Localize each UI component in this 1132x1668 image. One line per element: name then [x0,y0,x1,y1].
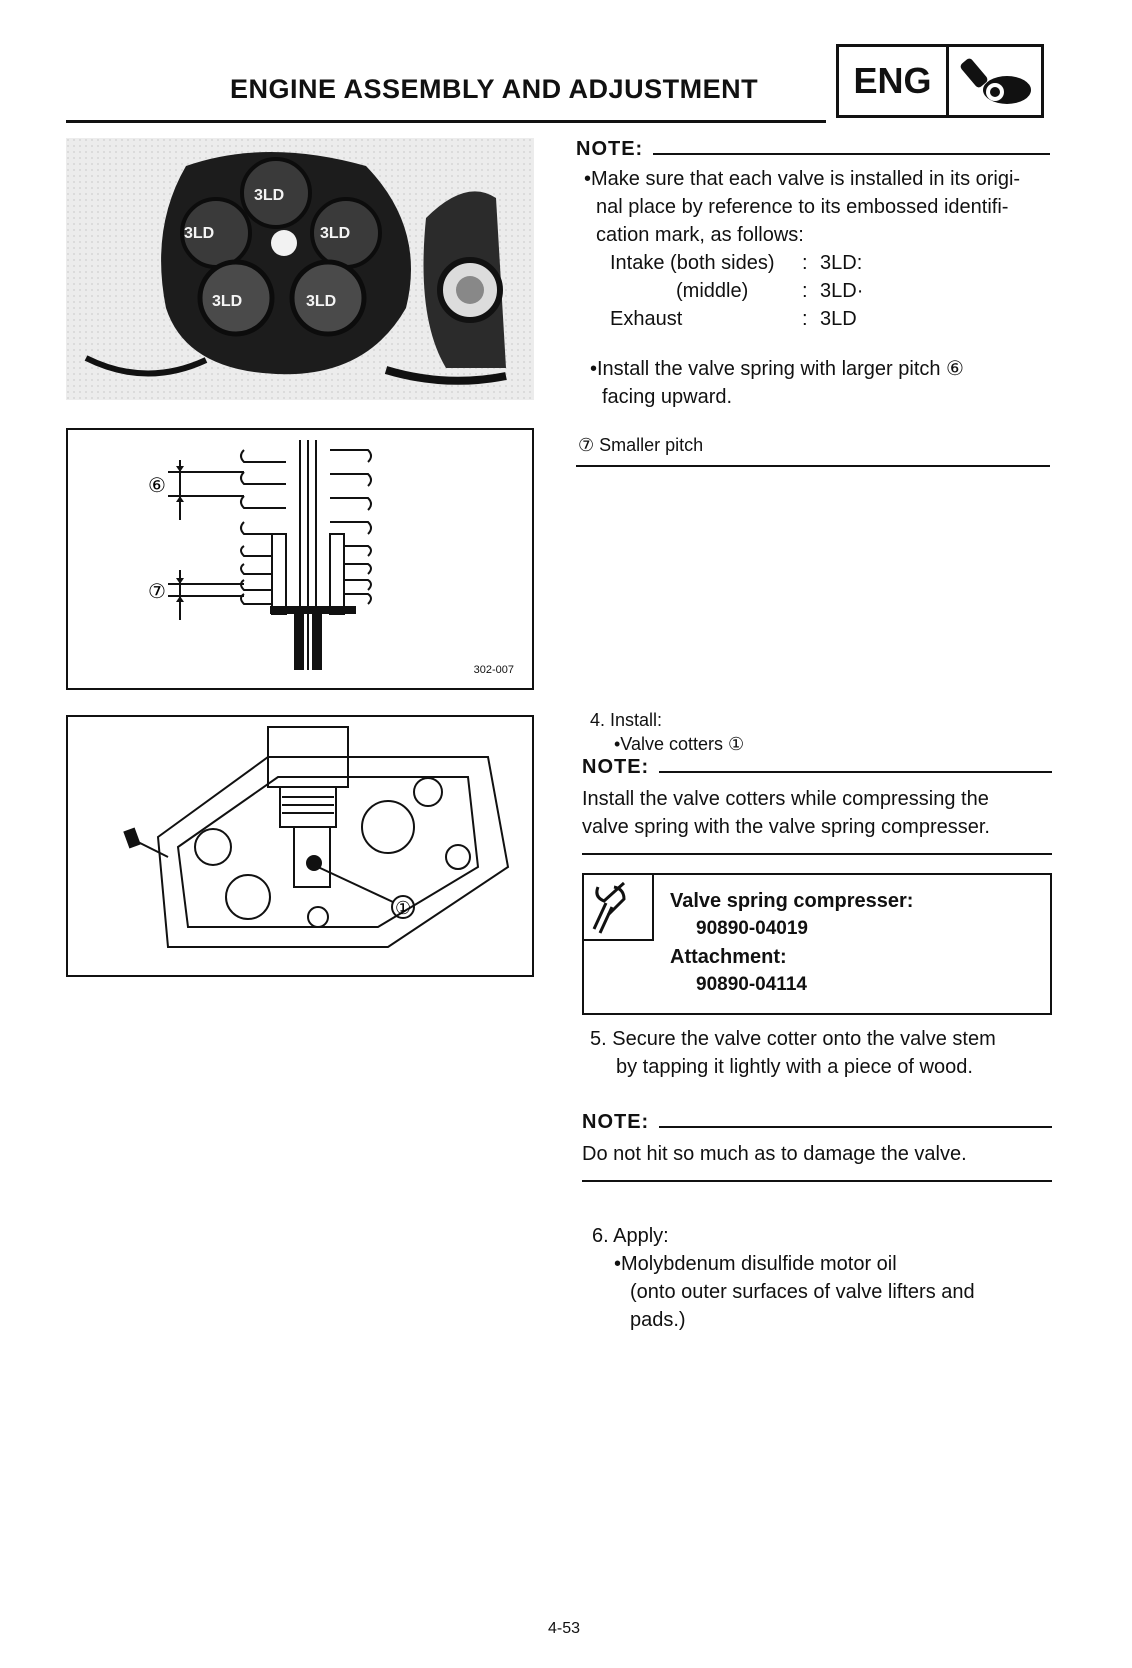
note-text: cation mark, as follows: [596,224,804,246]
note-rule [653,153,1050,155]
header-rule [66,120,826,123]
mark-row-sep: : [802,308,808,330]
photo-mark: 3LD [184,225,215,242]
mark-row-sep: : [802,252,808,274]
note-text: Do not hit so much as to damage the valve. [582,1143,967,1165]
note-end-rule [582,853,1052,855]
smaller-pitch-caption: ⑦ Smaller pitch [578,435,704,455]
note-text: •Make sure that each valve is installed in its origi- [584,168,1021,190]
step-6-item: •Molybdenum disulfide motor oil [614,1253,897,1275]
badge-label: ENG [839,47,949,115]
mark-row-name: (middle) [676,280,749,302]
page-number: 4-53 [548,1620,581,1637]
note-text: Install the valve cotters while compressing the [582,788,989,810]
note-end-rule [582,1180,1052,1182]
note-text: •Install the valve spring with larger pitch ⑥ [590,358,964,380]
photo-mark: 3LD [212,293,243,310]
valve-spring-diagram [66,428,534,690]
valve-cotter-install-diagram [66,715,534,977]
tool-name: Valve spring compresser: [670,890,914,912]
tool-name: Attachment: [670,946,787,968]
mark-row-name: Intake (both sides) [610,252,775,274]
photo-mark: 3LD [254,187,285,204]
note-end-rule [576,465,1050,467]
cylinder-head-photo [66,138,534,400]
mark-row-value: 3LD· [820,280,864,302]
photo-mark: 3LD [306,293,337,310]
step-6 [582,1222,1052,1334]
note-rule [659,771,1052,773]
note-rule [659,1126,1052,1128]
note-label: NOTE: [582,1111,650,1133]
step-4-item: •Valve cotters ① [614,734,745,754]
step-6-detail: pads.) [630,1309,686,1331]
step-6-title: 6. Apply: [592,1225,669,1247]
note-text: valve spring with the valve spring compresser. [582,816,990,838]
note-label: NOTE: [576,138,644,160]
figure-code: 302-007 [473,664,514,676]
note-text: facing upward. [602,386,733,408]
engine-icon [949,47,1041,115]
mark-row-value: 3LD: [820,252,863,274]
special-tools-box [582,873,1052,1015]
step-4 [582,708,1052,855]
step-4-title: 4. Install: [590,710,663,730]
mark-row [610,305,1050,333]
mark-row-sep: : [802,280,808,302]
step-5-text: 5. Secure the valve cotter onto the valve stem [590,1028,996,1050]
note-label: NOTE: [582,756,650,778]
tool-number: 90890-04114 [696,974,807,995]
callout-1: ① [395,898,412,919]
note-valve-identification [576,138,1050,467]
special-tool-icon [584,875,654,941]
callout-7: ⑦ [148,579,166,603]
step-5-text: by tapping it lightly with a piece of wood. [616,1056,973,1078]
section-badge [836,44,1044,118]
note-text: nal place by reference to its embossed identifi- [596,196,1009,218]
page-title: ENGINE ASSEMBLY AND ADJUSTMENT [230,74,759,104]
step-5 [582,1025,1052,1182]
callout-6: ⑥ [148,473,166,497]
step-6-detail: (onto outer surfaces of valve lifters and [630,1281,975,1303]
mark-row-value: 3LD [820,308,857,330]
photo-mark: 3LD [320,225,351,242]
mark-row [610,277,1050,305]
mark-row-name: Exhaust [610,308,683,330]
mark-row [610,249,1050,277]
tool-number: 90890-04019 [696,918,808,939]
